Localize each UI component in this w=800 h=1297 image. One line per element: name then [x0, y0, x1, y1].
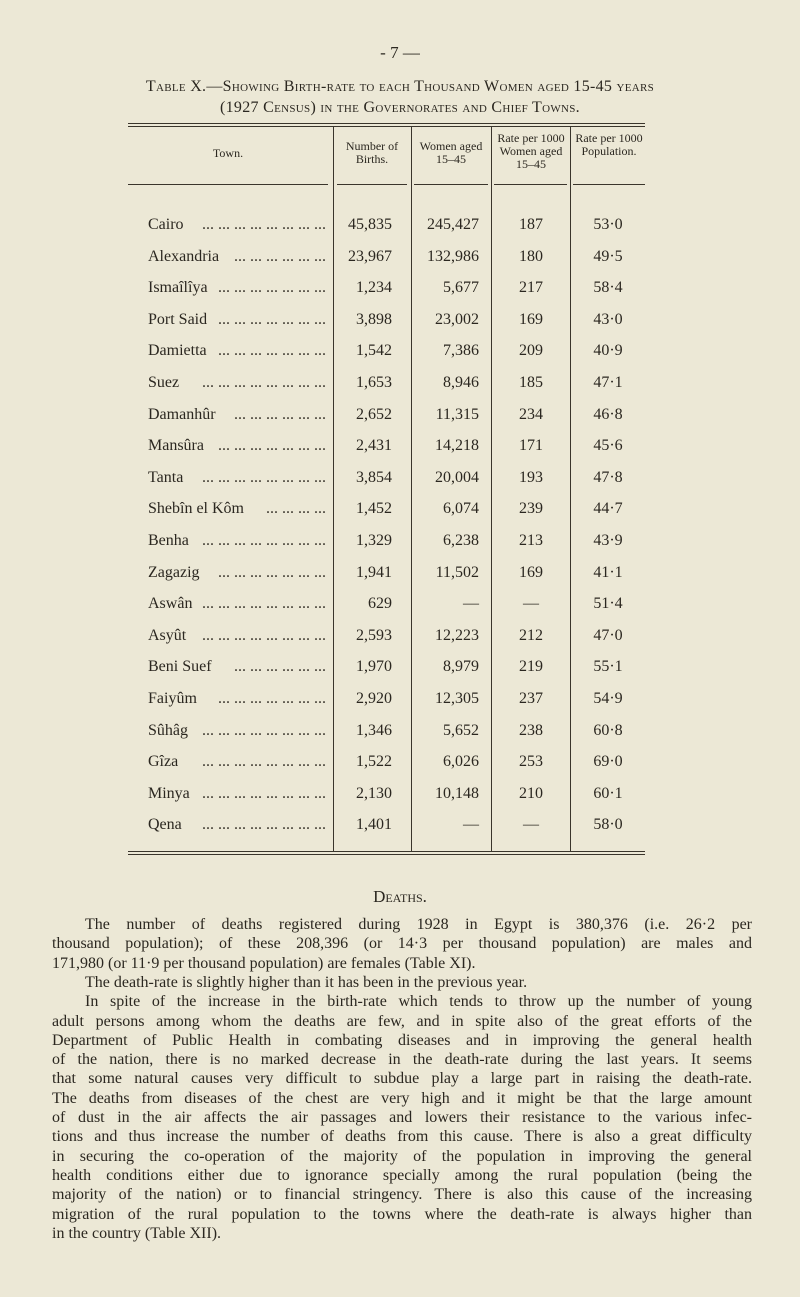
paragraph-line: 171,980 (or 11·9 per thousand population) are females (Table XI).: [52, 954, 476, 972]
header-rule: [414, 184, 488, 185]
births-cell: 45,835: [348, 216, 392, 233]
town-cell: Port Said: [148, 310, 208, 328]
town-cell: Faiyûm: [148, 690, 197, 707]
paragraph-line: In spite of the increase in the birth-rate which tends to throw up the number of young: [85, 993, 752, 1011]
column-divider: [570, 127, 571, 851]
rate-population-cell: 40·9: [593, 342, 623, 360]
rate-population-cell: 46·8: [593, 405, 623, 423]
town-cell: Alexandria: [148, 247, 220, 265]
rate-women-cell: 239: [519, 500, 543, 518]
header-rate-women: Rate per 1000 Women aged 15–45: [497, 131, 565, 171]
dot-leader: ... ... ... ... ... ... ... ...: [202, 784, 326, 802]
dot-leader: ... ... ... ... ... ... ... ...: [202, 816, 326, 834]
women-cell: 8,979: [443, 658, 479, 676]
women-cell: 245,427: [427, 216, 479, 233]
page-number: - 7 —: [380, 43, 420, 62]
births-cell: 629: [368, 595, 392, 613]
rate-population-cell: 47·0: [593, 626, 623, 644]
women-cell: 5,652: [443, 721, 479, 739]
women-cell: 6,026: [443, 753, 479, 771]
table-row: [0, 657, 800, 677]
rate-population-cell: 47·1: [593, 374, 623, 391]
rate-women-cell: 180: [519, 247, 543, 265]
rate-population-cell: 60·1: [593, 784, 623, 802]
women-cell: 8,946: [443, 374, 479, 391]
town-cell: Beni Suef: [148, 658, 212, 676]
table-subtitle: (1927 Census) in the Governorates and Chief Towns.: [220, 99, 580, 116]
table-row: [0, 499, 800, 519]
table-row: [0, 405, 800, 425]
rate-population-cell: 45·6: [593, 437, 623, 455]
rate-population-cell: 55·1: [593, 658, 623, 676]
table-row: [0, 594, 800, 614]
rate-women-cell: 193: [519, 468, 543, 486]
table-row: [0, 247, 800, 267]
town-cell: Mansûra: [148, 437, 204, 455]
table-row: [0, 784, 800, 804]
header-women: Women aged 15–45: [419, 139, 483, 166]
table-row: [0, 373, 800, 393]
town-cell: Tanta: [148, 468, 184, 486]
dot-leader: ... ... ... ... ... ...: [234, 247, 326, 265]
rate-women-cell: 169: [519, 310, 543, 328]
header-rule: [337, 184, 407, 185]
paragraph-line: in the country (Table XII).: [52, 1224, 222, 1242]
table-row: [0, 436, 800, 456]
table-title: Table X.—Showing Birth-rate to each Thousand Women aged 15-45 years: [145, 78, 655, 95]
women-cell: 23,002: [435, 310, 479, 328]
table-row: [0, 815, 800, 835]
rate-population-cell: 49·5: [593, 247, 623, 265]
births-cell: 23,967: [348, 247, 392, 265]
table-row: [0, 341, 800, 361]
town-cell: Sûhâg: [148, 721, 188, 739]
births-cell: 1,401: [356, 816, 392, 834]
section-heading-deaths: Deaths.: [373, 887, 427, 906]
rate-women-cell: 219: [519, 658, 543, 676]
paragraph-line: migration of the rural population to the towns where the death-rate is always higher than: [52, 1205, 752, 1223]
births-cell: 2,652: [356, 405, 392, 423]
table-row: [0, 278, 800, 298]
rate-women-cell: 237: [519, 690, 543, 707]
header-town: Town.: [212, 146, 244, 160]
births-cell: 3,854: [356, 468, 392, 486]
dot-leader: ... ... ... ...: [266, 500, 326, 518]
dot-leader: ... ... ... ... ... ...: [234, 658, 326, 676]
dot-leader: ... ... ... ... ... ...: [234, 405, 326, 423]
rate-women-cell: 213: [519, 532, 543, 549]
births-cell: 1,346: [356, 721, 392, 739]
town-cell: Ismaîlîya: [148, 279, 208, 297]
dot-leader: ... ... ... ... ... ... ... ...: [202, 595, 326, 613]
paragraph-line: adult persons among whom the deaths are few, and in spite also of the great efforts of the: [52, 1012, 752, 1030]
table-row: [0, 721, 800, 741]
paragraph-line: health conditions either due to ignorance specially among the rural population (being the: [52, 1166, 752, 1184]
women-cell: 7,386: [443, 342, 479, 360]
column-divider: [411, 127, 412, 851]
rate-population-cell: 41·1: [593, 563, 623, 581]
dot-leader: ... ... ... ... ... ... ...: [218, 563, 326, 581]
women-cell: —: [463, 816, 479, 834]
rate-women-cell: —: [523, 816, 539, 834]
births-cell: 1,452: [356, 500, 392, 518]
paragraph-line: majority of the nation) or to financial stringency. There is also this cause of the increasing: [52, 1186, 752, 1204]
rate-population-cell: 43·0: [593, 310, 623, 328]
dot-leader: ... ... ... ... ... ... ...: [218, 690, 326, 707]
header-births: Number of Births.: [345, 139, 399, 166]
rate-women-cell: 234: [519, 405, 543, 423]
births-cell: 1,542: [356, 342, 392, 360]
town-cell: Suez: [148, 374, 180, 391]
births-cell: 2,920: [356, 690, 392, 707]
women-cell: 6,074: [443, 500, 479, 518]
women-cell: 12,223: [435, 626, 479, 644]
dot-leader: ... ... ... ... ... ... ...: [218, 310, 326, 328]
town-cell: Gîza: [148, 753, 179, 771]
women-cell: 14,218: [435, 437, 479, 455]
paragraph-line: thousand population); of these 208,396 (or 14·3 per thousand population) are males and: [52, 935, 752, 953]
town-cell: Zagazig: [148, 563, 200, 581]
births-cell: 2,130: [356, 784, 392, 802]
women-cell: 5,677: [443, 279, 479, 297]
table-bottom-rule: [128, 854, 645, 855]
table-row: [0, 563, 800, 583]
table-top-rule: [128, 126, 645, 127]
rate-women-cell: 171: [519, 437, 543, 455]
women-cell: 10,148: [435, 784, 479, 802]
dot-leader: ... ... ... ... ... ... ...: [218, 342, 326, 360]
women-cell: 11,315: [435, 405, 479, 423]
rate-women-cell: 253: [519, 753, 543, 771]
births-cell: 3,898: [356, 310, 392, 328]
dot-leader: ... ... ... ... ... ... ...: [218, 437, 326, 455]
table-bottom-rule: [128, 851, 645, 852]
dot-leader: ... ... ... ... ... ... ... ...: [202, 532, 326, 549]
women-cell: 20,004: [435, 468, 479, 486]
paragraph-line: in securing the co-operation of the majority of the population in improving the general: [52, 1147, 752, 1165]
table-row: [0, 215, 800, 235]
column-divider: [491, 127, 492, 851]
women-cell: 6,238: [443, 532, 479, 549]
rate-women-cell: 212: [519, 626, 543, 644]
rate-women-cell: 210: [519, 784, 543, 802]
rate-women-cell: —: [523, 595, 539, 613]
header-rate-population: Rate per 1000 Population.: [575, 131, 643, 158]
town-cell: Shebîn el Kôm: [148, 500, 244, 518]
table-row: [0, 689, 800, 709]
paragraph-line: Department of Public Health in combating diseases and in improving the general health: [52, 1031, 752, 1049]
paragraph-line: that some natural causes very difficult to subdue play a large part in raising the death-rate.: [52, 1070, 752, 1088]
dot-leader: ... ... ... ... ... ... ... ...: [202, 374, 326, 391]
town-cell: Minya: [148, 784, 190, 802]
rate-population-cell: 60·8: [593, 721, 623, 739]
rate-population-cell: 58·0: [593, 816, 623, 834]
dot-leader: ... ... ... ... ... ... ... ...: [202, 468, 326, 486]
dot-leader: ... ... ... ... ... ... ... ...: [202, 216, 326, 233]
dot-leader: ... ... ... ... ... ... ...: [218, 279, 326, 297]
births-cell: 1,522: [356, 753, 392, 771]
paragraph-line: of dust in the air affects the air passages and lowers their resistance to the various infec-: [52, 1109, 752, 1126]
paragraph-line: The death-rate is slightly higher than it has been in the previous year.: [85, 973, 528, 991]
rate-population-cell: 58·4: [593, 279, 623, 297]
rate-population-cell: 44·7: [593, 500, 623, 518]
table-row: [0, 310, 800, 330]
town-cell: Asyût: [148, 626, 187, 644]
town-cell: Damanhûr: [148, 405, 216, 423]
births-cell: 1,941: [356, 563, 392, 581]
rate-population-cell: 54·9: [593, 690, 623, 707]
women-cell: 132,986: [427, 247, 479, 265]
rate-women-cell: 238: [519, 721, 543, 739]
births-cell: 2,431: [356, 437, 392, 455]
paragraph-line: The number of deaths registered during 1928 in Egypt is 380,376 (i.e. 26·2 per: [85, 916, 752, 933]
dot-leader: ... ... ... ... ... ... ... ...: [202, 753, 326, 771]
table-row: [0, 468, 800, 488]
paragraph-line: tions and thus increase the number of deaths from this cause. There is also a great difficulty: [52, 1128, 752, 1146]
header-rule: [128, 184, 328, 185]
rate-women-cell: 187: [519, 216, 543, 233]
rate-population-cell: 69·0: [593, 753, 623, 771]
births-cell: 1,970: [356, 658, 392, 676]
table-top-rule: [128, 123, 645, 124]
rate-women-cell: 185: [519, 374, 543, 391]
town-cell: Cairo: [148, 216, 184, 233]
rate-women-cell: 169: [519, 563, 543, 581]
births-cell: 1,234: [356, 279, 392, 297]
rate-population-cell: 47·8: [593, 468, 623, 486]
rate-population-cell: 51·4: [593, 595, 623, 613]
births-cell: 2,593: [356, 626, 392, 644]
dot-leader: ... ... ... ... ... ... ... ...: [202, 721, 326, 739]
rate-population-cell: 43·9: [593, 532, 623, 549]
rate-population-cell: 53·0: [593, 216, 623, 233]
town-cell: Benha: [148, 532, 189, 549]
header-rule: [494, 184, 567, 185]
rate-women-cell: 217: [519, 279, 543, 297]
paragraph-line: The deaths from diseases of the chest are very high and it might be that the large amount: [52, 1089, 752, 1107]
table-row: [0, 752, 800, 772]
paragraph-line: of the nation, there is no marked decrease in the death-rate during the last years. It seems: [52, 1051, 752, 1069]
births-cell: 1,329: [356, 532, 392, 549]
table-row: [0, 531, 800, 551]
rate-women-cell: 209: [519, 342, 543, 360]
births-cell: 1,653: [356, 374, 392, 391]
column-divider: [333, 127, 334, 851]
town-cell: Qena: [148, 816, 182, 834]
town-cell: Damietta: [148, 342, 207, 360]
header-rule: [573, 184, 645, 185]
women-cell: —: [463, 595, 479, 613]
dot-leader: ... ... ... ... ... ... ... ...: [202, 626, 326, 644]
women-cell: 12,305: [435, 690, 479, 707]
women-cell: 11,502: [435, 563, 479, 581]
table-row: [0, 626, 800, 646]
town-cell: Aswân: [148, 595, 193, 613]
